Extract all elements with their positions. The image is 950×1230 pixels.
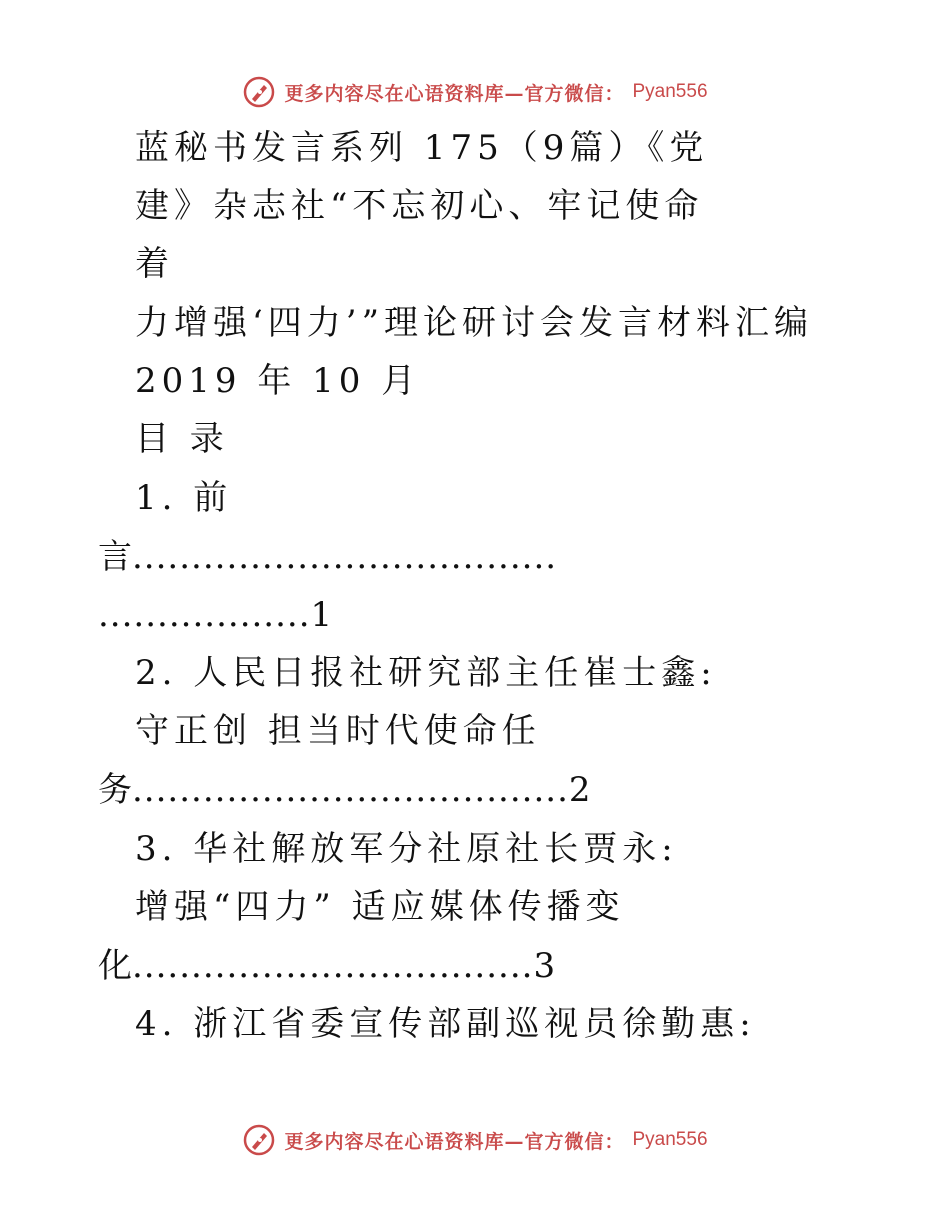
watermark-account: Pyan556 <box>632 81 708 102</box>
toc-item-line: 华社解放军分社原社长贾永: <box>193 829 678 869</box>
toc-item-number: 3. <box>135 829 178 869</box>
toc-item-page: 2 <box>568 770 591 810</box>
toc-item-1-heading <box>135 478 232 518</box>
toc-item-number: 1. <box>135 478 178 518</box>
toc-item-line: 浙江省委宣传部副巡视员徐勤惠: <box>193 1004 756 1044</box>
pen-nib-circle-icon <box>242 75 276 109</box>
toc-item-1-leader-cont <box>98 595 332 635</box>
document-date: 2019 年 10 月 <box>135 361 421 401</box>
watermark-banner-bottom <box>0 1120 950 1160</box>
toc-item-page: 1 <box>310 595 333 635</box>
toc-item-line: 人民日报社研究部主任崔士鑫: <box>193 653 717 693</box>
title-line-3: 着 <box>135 244 174 284</box>
toc-item-line: 前 <box>193 478 233 518</box>
watermark-text: 更多内容尽在心语资料库—官方微信： <box>284 1130 625 1153</box>
toc-item-number: 4. <box>135 1004 178 1044</box>
toc-item-3-heading <box>135 829 678 869</box>
toc-item-last-char: 化 <box>98 946 132 986</box>
toc-item-3-leader <box>98 946 555 986</box>
toc-item-last-char: 言 <box>98 537 132 577</box>
toc-item-number: 2. <box>135 653 178 693</box>
toc-item-last-char: 务 <box>98 770 132 810</box>
toc-item-2-subtitle: 守正创 担当时代使命任 <box>135 711 541 751</box>
toc-item-1-leader <box>98 537 557 577</box>
toc-item-dots: .................................... <box>132 537 558 577</box>
title-line-4: 力增强‘四力’”理论研讨会发言材料汇编 <box>135 303 813 343</box>
watermark-account: Pyan556 <box>632 1129 708 1150</box>
pen-nib-circle-icon <box>242 1123 276 1157</box>
toc-item-3-subtitle: 增强“四力” 适应媒体传播变 <box>135 887 625 927</box>
toc-item-dots: .................................. <box>132 946 534 986</box>
toc-item-page: 3 <box>533 946 556 986</box>
title-line-1: 蓝秘书发言系列 175（9篇）《党 <box>135 128 709 168</box>
toc-item-dots-cont: .................. <box>98 595 311 635</box>
toc-item-2-heading <box>135 653 717 693</box>
toc-item-4-heading <box>135 1004 756 1044</box>
toc-heading: 目 录 <box>135 419 229 459</box>
title-line-2: 建》杂志社“不忘初心、牢记使命 <box>135 186 704 226</box>
watermark-banner-top <box>0 72 950 112</box>
toc-item-2-leader <box>98 770 591 810</box>
toc-item-dots: ..................................... <box>132 770 569 810</box>
watermark-text: 更多内容尽在心语资料库—官方微信： <box>284 82 625 105</box>
